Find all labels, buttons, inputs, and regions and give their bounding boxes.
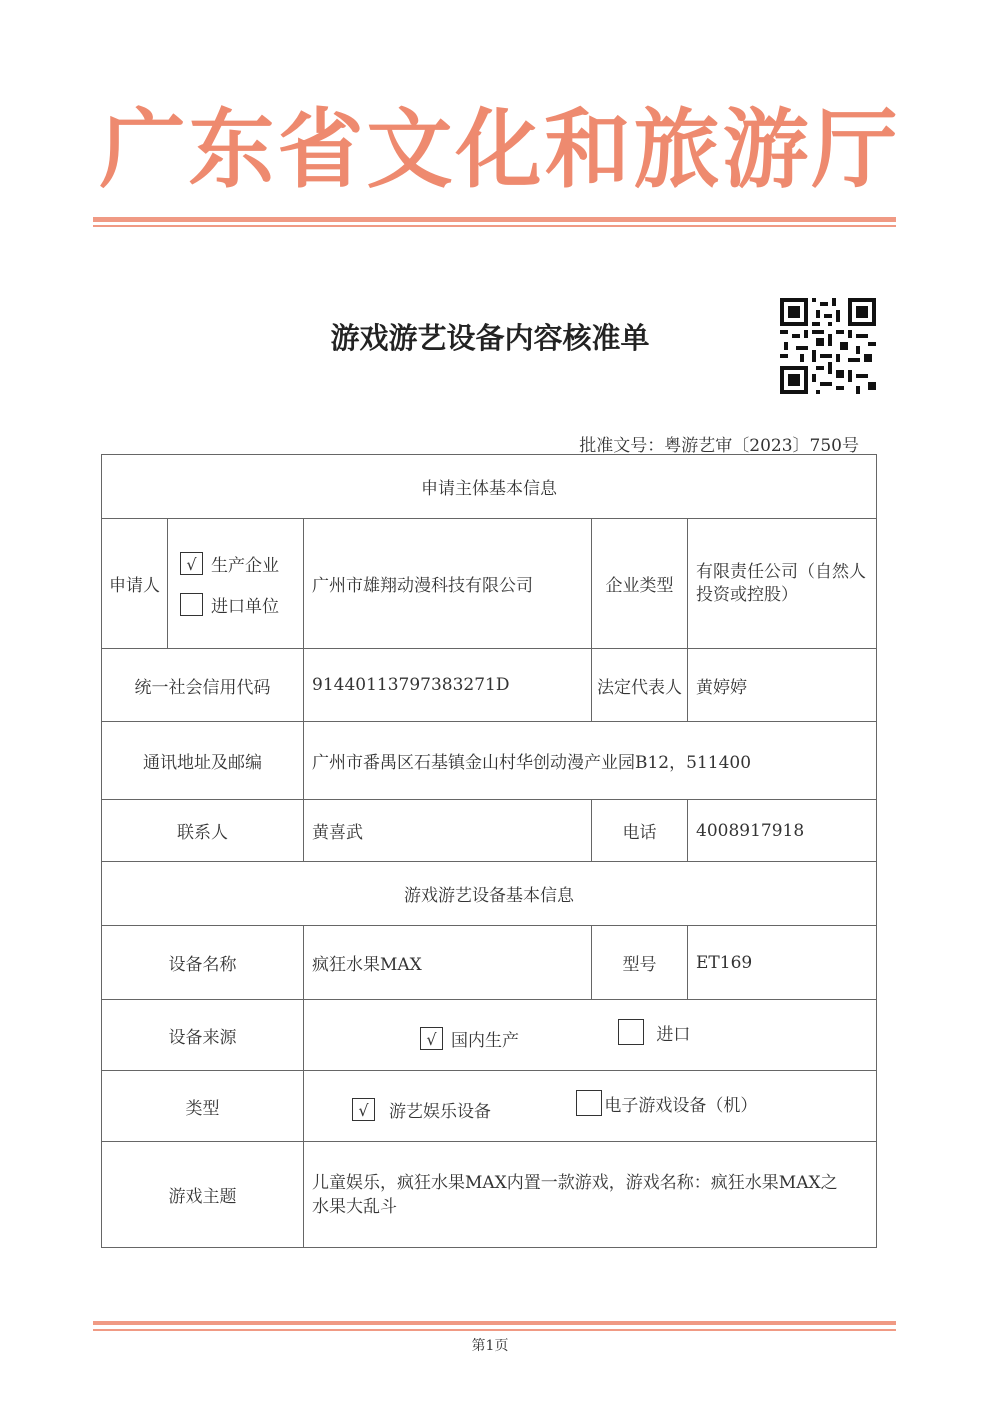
document-title: 游戏游艺设备内容核准单 <box>330 321 650 355</box>
device-name-value: 疯狂水果MAX <box>304 926 592 1000</box>
model-label: 型号 <box>592 926 688 1000</box>
letterhead-rule-thin <box>93 225 896 227</box>
applicant-label: 申请人 <box>102 519 168 649</box>
checkbox-empty-icon[interactable] <box>180 593 203 616</box>
option-importer[interactable] <box>180 592 295 617</box>
model-value: ET169 <box>688 926 877 1000</box>
credit-code-label: 统一社会信用代码 <box>102 649 304 722</box>
checkbox-checked-icon[interactable]: √ <box>420 1027 443 1050</box>
category-options <box>304 1071 877 1142</box>
option-label: 游艺娱乐设备 <box>389 1102 491 1122</box>
option-electronic-game[interactable] <box>576 1090 757 1116</box>
qr-code-icon <box>780 298 876 394</box>
game-theme-label: 游戏主题 <box>102 1142 304 1248</box>
legal-rep-value: 黄婷婷 <box>688 649 877 722</box>
company-name: 广州市雄翔动漫科技有限公司 <box>304 519 592 649</box>
address-value: 广州市番禺区石基镇金山村华创动漫产业园B12，511400 <box>304 722 877 800</box>
checkbox-checked-icon[interactable]: √ <box>180 552 203 575</box>
device-name-label: 设备名称 <box>102 926 304 1000</box>
footer-rule <box>93 1321 896 1325</box>
applicant-type-options <box>168 519 304 649</box>
option-label: 国内生产 <box>451 1031 519 1051</box>
option-label: 电子游戏设备（机） <box>604 1095 758 1116</box>
option-manufacturer[interactable] <box>180 551 295 576</box>
letterhead-rule <box>93 217 896 222</box>
phone-value: 4008917918 <box>688 800 877 862</box>
contact-value: 黄喜武 <box>304 800 592 862</box>
approval-form-table <box>101 454 877 1248</box>
checkbox-checked-icon[interactable]: √ <box>352 1098 375 1121</box>
option-domestic[interactable] <box>420 1026 519 1051</box>
checkbox-empty-icon[interactable] <box>618 1019 644 1045</box>
letterhead-title: 广东省文化和旅游厅 <box>99 100 901 200</box>
company-type-value: 有限责任公司（自然人投资或控股） <box>688 519 877 649</box>
contact-label: 联系人 <box>102 800 304 862</box>
option-label: 进口单位 <box>211 596 279 617</box>
section-header-device: 游戏游艺设备基本信息 <box>102 862 877 926</box>
page-number: 第1页 <box>471 1338 509 1354</box>
category-label: 类型 <box>102 1071 304 1142</box>
approval-number <box>579 431 859 456</box>
credit-code-value: 91440113797383271D <box>304 649 592 722</box>
option-import[interactable] <box>618 1019 690 1045</box>
approval-label: 批准文号： <box>579 436 665 456</box>
address-label: 通讯地址及邮编 <box>102 722 304 800</box>
phone-label: 电话 <box>592 800 688 862</box>
section-header-applicant: 申请主体基本信息 <box>102 455 877 519</box>
device-source-options <box>304 1000 877 1071</box>
option-label: 进口 <box>656 1024 691 1045</box>
option-label: 生产企业 <box>211 555 279 576</box>
checkbox-empty-icon[interactable] <box>576 1090 602 1116</box>
legal-rep-label: 法定代表人 <box>592 649 688 722</box>
company-type-label: 企业类型 <box>592 519 688 649</box>
device-source-label: 设备来源 <box>102 1000 304 1071</box>
approval-value: 粤游艺审〔2023〕750号 <box>664 436 859 456</box>
option-amusement[interactable] <box>352 1097 491 1122</box>
game-theme-value: 儿童娱乐，疯狂水果MAX内置一款游戏，游戏名称：疯狂水果MAX之水果大乱斗 <box>304 1142 877 1248</box>
footer-rule-thin <box>93 1329 896 1331</box>
